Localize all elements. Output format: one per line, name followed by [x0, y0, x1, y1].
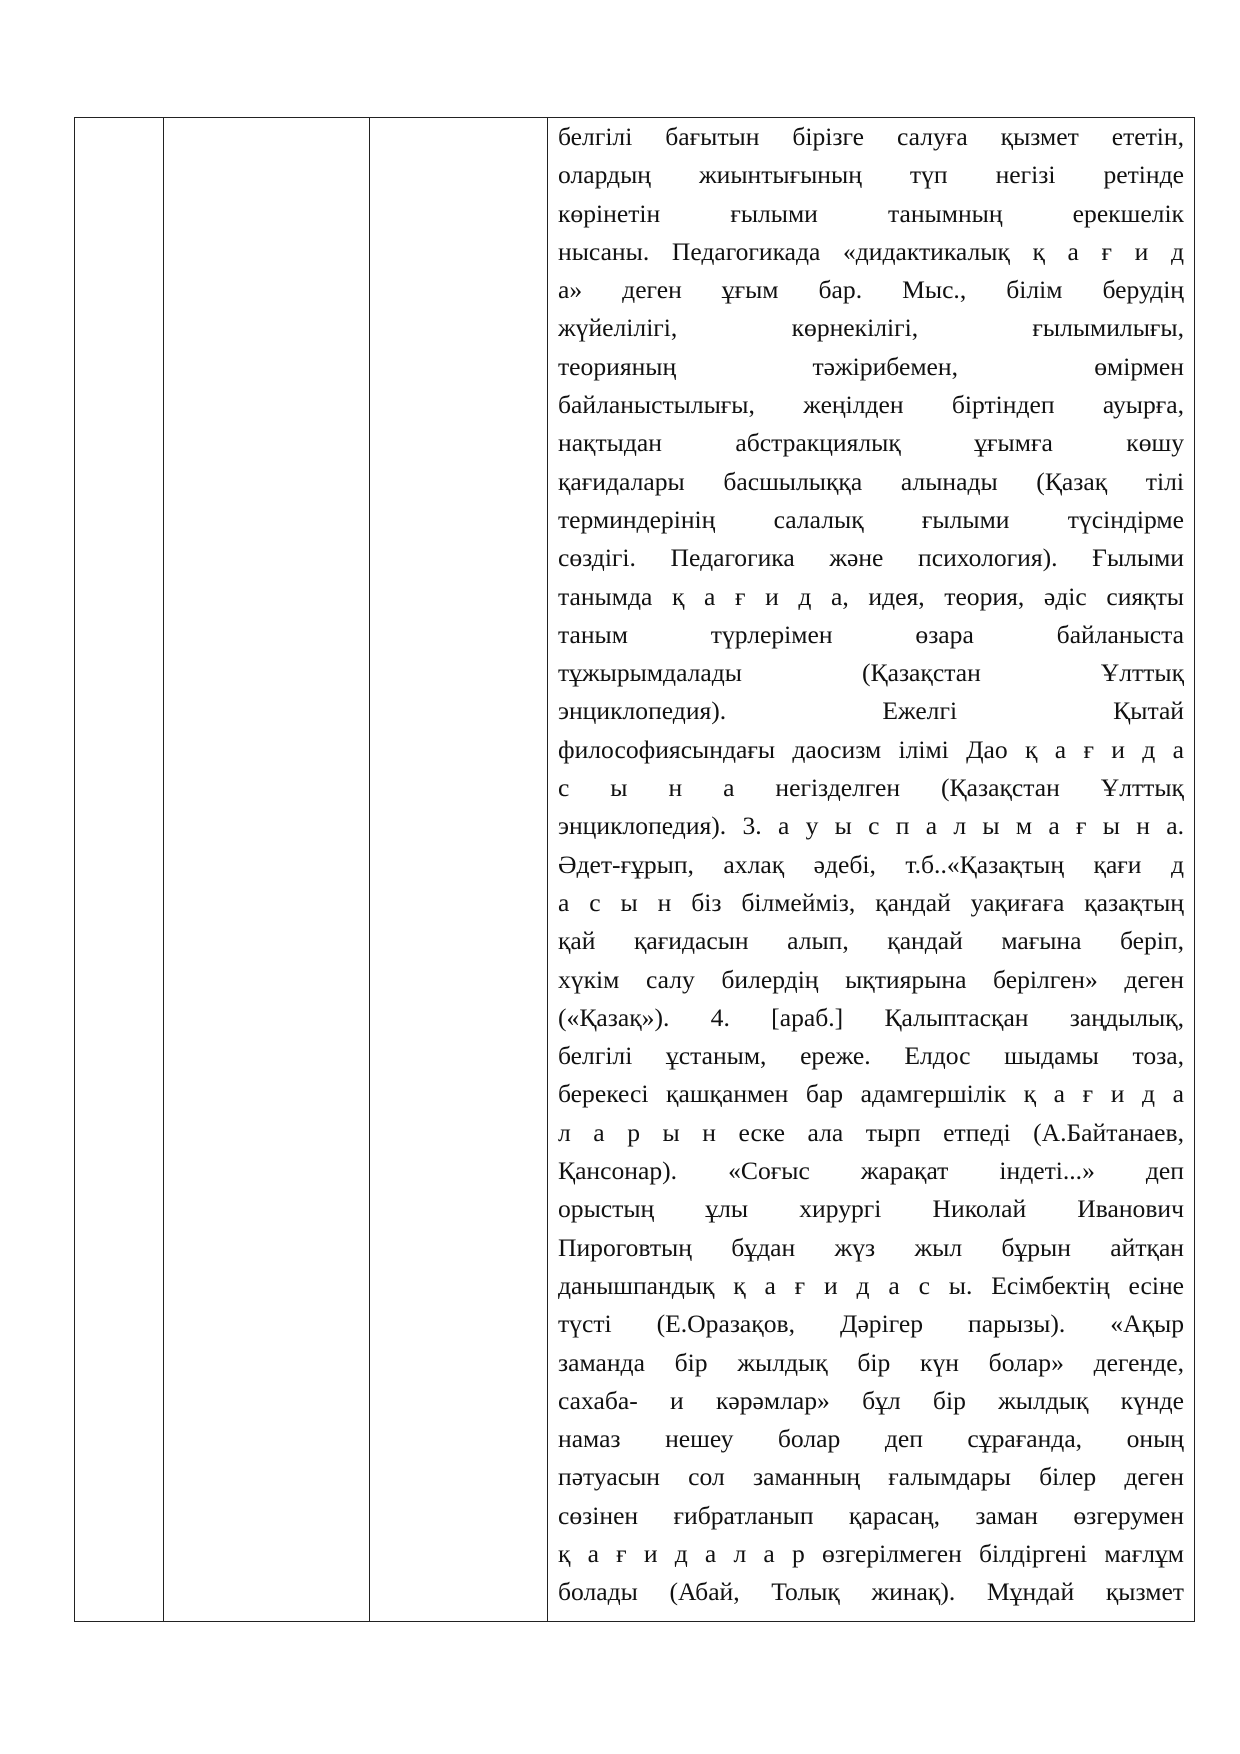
text-line: энциклопедия). Ежелгі Қытай	[558, 696, 1184, 726]
text-line: теорияның тәжірибемен, өмірмен	[558, 351, 1184, 381]
text-line: терминдерінің салалық ғылыми түсіндірме	[558, 504, 1184, 534]
text-line: көрінетін ғылыми танымның ерекшелік	[558, 198, 1184, 228]
text-line: байланыстылығы, жеңілден біртіндеп ауырға,	[558, 390, 1184, 420]
text-line: берекесі қашқанмен бар адамгершілік қ а ғ и д а	[558, 1079, 1184, 1109]
text-line: л а р ы н еске ала тырп етпеді (А.Байтанаев,	[558, 1117, 1184, 1147]
text-line: с ы н а негізделген (Қазақстан Ұлттық	[558, 773, 1184, 803]
text-line: нысаны. Педагогикада «дидактикалық қ а ғ и д	[558, 236, 1184, 266]
text-line: қ а ғ и д а л а р өзгерілмеген білдіргені мағлұм	[558, 1538, 1184, 1568]
text-line: танымда қ а ғ и д а, идея, теория, әдіс сияқты	[558, 581, 1184, 611]
document-table	[74, 117, 1195, 1622]
text-line: хүкім салу билердің ықтиярына берілген» деген	[558, 964, 1184, 994]
text-line: белгілі ұстаным, ереже. Елдос шыдамы тоза,	[558, 1041, 1184, 1071]
text-line: Пироговтың бұдан жүз жыл бұрын айтқан	[558, 1232, 1184, 1262]
table-row	[75, 118, 1195, 1622]
text-line: Әдет-ғұрып, ахлақ әдебі, т.б..«Қазақтың қағи д	[558, 849, 1184, 879]
text-line: сөзінен ғибратланып қарасаң, заман өзгерумен	[558, 1500, 1184, 1530]
text-line: а с ы н біз білмейміз, қандай уақиғаға қазақтың	[558, 887, 1184, 917]
text-line: сөздігі. Педагогика және психология). Ғылыми	[558, 543, 1184, 573]
definition-text-cell	[548, 118, 1195, 1622]
text-line: данышпандық қ а ғ и д а с ы. Есімбектің есіне	[558, 1270, 1184, 1300]
text-line: қағидалары басшылыққа алынады (Қазақ тілі	[558, 466, 1184, 496]
text-line: энциклопедия). 3. а у ы с п а л ы м а ғ ы н а.	[558, 811, 1184, 841]
text-line: сахаба- и кәрәмлар» бұл бір жылдық күнде	[558, 1385, 1184, 1415]
table-cell-empty	[370, 118, 548, 1622]
table-cell-empty	[75, 118, 164, 1622]
text-line: нақтыдан абстракциялық ұғымға көшу	[558, 428, 1184, 458]
text-line: болады (Абай, Толық жинақ). Мұндай қызмет	[558, 1577, 1184, 1607]
text-line: белгілі бағытын бірізге салуға қызмет ететін,	[558, 122, 1184, 151]
text-line: Қансонар). «Соғыс жарақат індеті...» деп	[558, 1156, 1184, 1186]
text-line: орыстың ұлы хирургі Николай Иванович	[558, 1194, 1184, 1224]
text-line: таным түрлерімен өзара байланыста	[558, 619, 1184, 649]
text-line: намаз нешеу болар деп сұрағанда, оның	[558, 1424, 1184, 1454]
text-line: философиясындағы даосизм ілімі Дао қ а ғ и д а	[558, 734, 1184, 764]
text-line: пәтуасын сол заманның ғалымдары білер деген	[558, 1462, 1184, 1492]
text-line: жүйелілігі, көрнекілігі, ғылымилығы,	[558, 313, 1184, 343]
definition-text	[558, 118, 1184, 1612]
text-line: а» деген ұғым бар. Мыс., білім берудің	[558, 275, 1184, 305]
text-line: («Қазақ»). 4. [араб.] Қалыптасқан заңдылық,	[558, 1002, 1184, 1032]
text-line: заманда бір жылдық бір күн болар» дегенде,	[558, 1347, 1184, 1377]
text-line: түсті (Е.Оразақов, Дәрігер парызы). «Ақыр	[558, 1309, 1184, 1339]
text-line: олардың жиынтығының түп негізі ретінде	[558, 160, 1184, 190]
table-cell-empty	[164, 118, 370, 1622]
text-line: тұжырымдалады (Қазақстан Ұлттық	[558, 658, 1184, 688]
text-line: қай қағидасын алып, қандай мағына беріп,	[558, 926, 1184, 956]
